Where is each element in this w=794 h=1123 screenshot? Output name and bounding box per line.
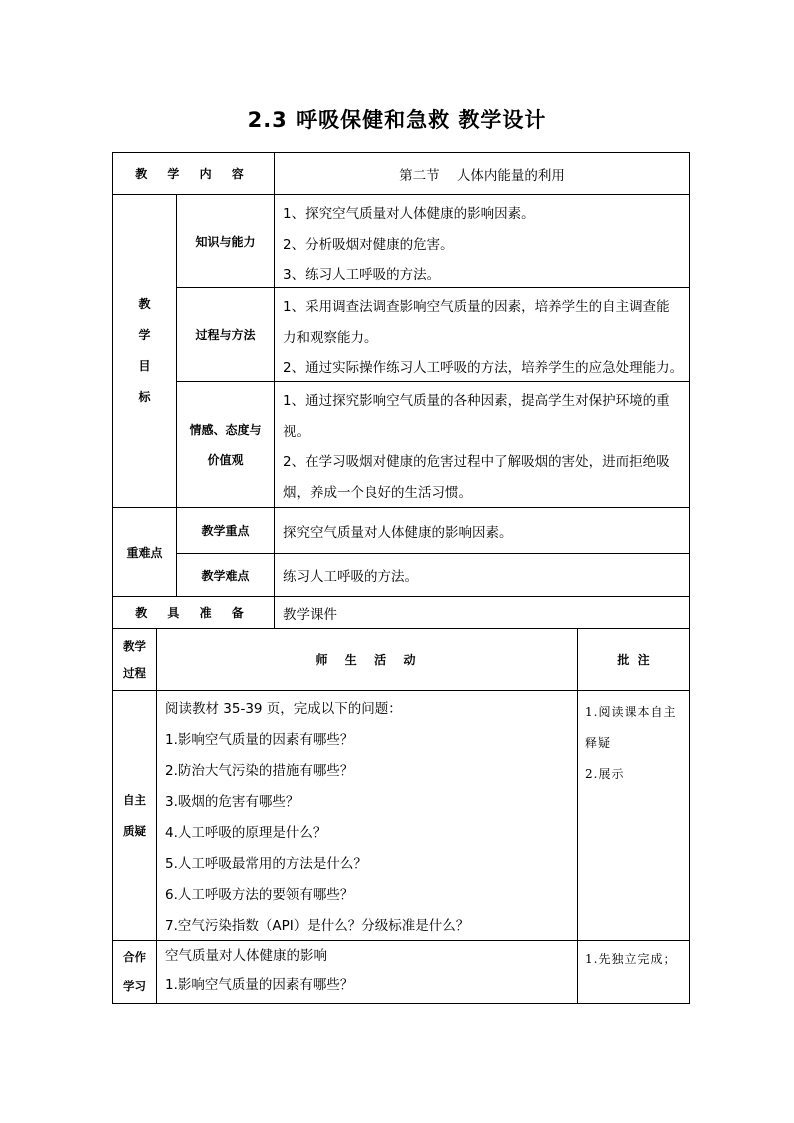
objective-line: 视。 [283, 423, 310, 440]
objectives-label-cell [112, 194, 177, 508]
cooperative-label-text: 合作 [123, 950, 146, 964]
objective-line: 1、采用调查法调查影响空气质量的因素，培养学生的自主调查能 [283, 299, 670, 315]
self-study-line: 阅读教材 35-39 页，完成以下的问题： [165, 701, 402, 717]
objective-content-process [274, 287, 690, 382]
cooperative-label-text: 学习 [123, 979, 146, 993]
objective-line: 2、通过实际操作练习人工呼吸的方法，培养学生的应急处理能力。 [283, 360, 684, 376]
objectives-label-char: 目 [138, 359, 151, 373]
key-points-label: 重难点 [126, 545, 163, 560]
objective-label-text: 知识与能力 [195, 234, 256, 249]
objective-label-text: 过程与方法 [195, 328, 256, 342]
cooperative-label-cell [112, 940, 157, 1004]
objective-label-text: 价值观 [207, 452, 244, 467]
activity-header-cell [156, 628, 578, 691]
objectives-label-char: 学 [138, 328, 151, 342]
notes-header: 批 注 [617, 653, 650, 667]
objective-label-knowledge [176, 194, 275, 288]
prep-value: 教学课件 [283, 606, 337, 623]
cooperative-content-cell [156, 940, 578, 1004]
cooperative-line: 1.影响空气质量的因素有哪些？ [165, 977, 354, 993]
teaching-content-value-cell [274, 152, 690, 195]
difficult-point-value-cell [274, 553, 690, 597]
cooperative-line: 空气质量对人体健康的影响 [165, 948, 327, 964]
note-line: 释疑 [585, 736, 612, 750]
note-line: 2.展示 [585, 767, 625, 781]
self-study-line: 6.人工呼吸方法的要领有哪些？ [165, 887, 354, 903]
self-study-content-cell [156, 690, 578, 941]
objectives-label-char: 标 [138, 390, 151, 404]
difficult-point-value: 练习人工呼吸的方法。 [283, 569, 418, 585]
key-point-label: 教学重点 [201, 524, 250, 538]
objectives-label-char: 教 [138, 297, 151, 311]
objective-line: 烟，养成一个良好的生活习惯。 [283, 484, 472, 501]
process-label-text: 过程 [123, 665, 146, 680]
key-point-value: 探究空气质量对人体健康的影响因素。 [283, 524, 513, 541]
process-label-text: 教学 [123, 638, 146, 653]
prep-value-cell [274, 596, 690, 629]
prep-label-cell [112, 596, 275, 629]
key-point-value-cell [274, 507, 690, 554]
key-points-label-cell [112, 507, 177, 597]
objective-line: 3、练习人工呼吸的方法。 [283, 267, 441, 283]
difficult-point-label: 教学难点 [201, 568, 250, 583]
notes-header-cell [577, 628, 690, 691]
teaching-content-label-cell [112, 152, 275, 195]
self-study-line: 3.吸烟的危害有哪些？ [165, 794, 300, 810]
objective-label-process [176, 287, 275, 382]
objective-content-knowledge [274, 194, 690, 288]
objective-line: 1、通过探究影响空气质量的各种因素，提高学生对保护环境的重 [283, 393, 670, 409]
self-study-label-cell [112, 690, 157, 941]
self-study-line: 4.人工呼吸的原理是什么？ [165, 825, 327, 841]
note-line: 1.阅读课本自主 [585, 705, 677, 719]
process-label-cell [112, 628, 157, 691]
objective-line: 1、探究空气质量对人体健康的影响因素。 [283, 206, 535, 222]
document-title: 2.3 呼吸保健和急救 教学设计 [247, 108, 547, 132]
self-study-line: 2.防治大气污染的措施有哪些？ [165, 763, 354, 779]
self-study-line: 5.人工呼吸最常用的方法是什么？ [165, 856, 367, 872]
objective-label-emotion [176, 381, 275, 508]
cooperative-notes-cell [577, 940, 690, 1004]
objective-line: 力和观察能力。 [283, 329, 378, 346]
objective-line: 2、在学习吸烟对健康的危害过程中了解吸烟的害处，进而拒绝吸 [283, 454, 670, 470]
self-study-notes-cell [577, 690, 690, 941]
self-study-label-text: 质疑 [123, 823, 146, 838]
difficult-point-label-cell [176, 553, 275, 597]
objective-label-text: 情感、态度与 [189, 422, 262, 437]
self-study-label-text: 自主 [123, 792, 146, 807]
key-point-label-cell [176, 507, 275, 554]
teaching-content-value: 第二节 人体内能量的利用 [399, 167, 565, 184]
self-study-line: 1.影响空气质量的因素有哪些？ [165, 732, 354, 748]
activity-header: 师 生 活 动 [315, 653, 419, 667]
objective-line: 2、分析吸烟对健康的危害。 [283, 236, 454, 253]
objective-content-emotion [274, 381, 690, 508]
prep-label: 教 具 准 备 [135, 606, 252, 620]
note-line: 1.先独立完成； [585, 952, 677, 966]
self-study-line: 7.空气污染指数（API）是什么？分级标准是什么？ [165, 918, 470, 934]
teaching-content-label: 教 学 内 容 [135, 167, 252, 181]
